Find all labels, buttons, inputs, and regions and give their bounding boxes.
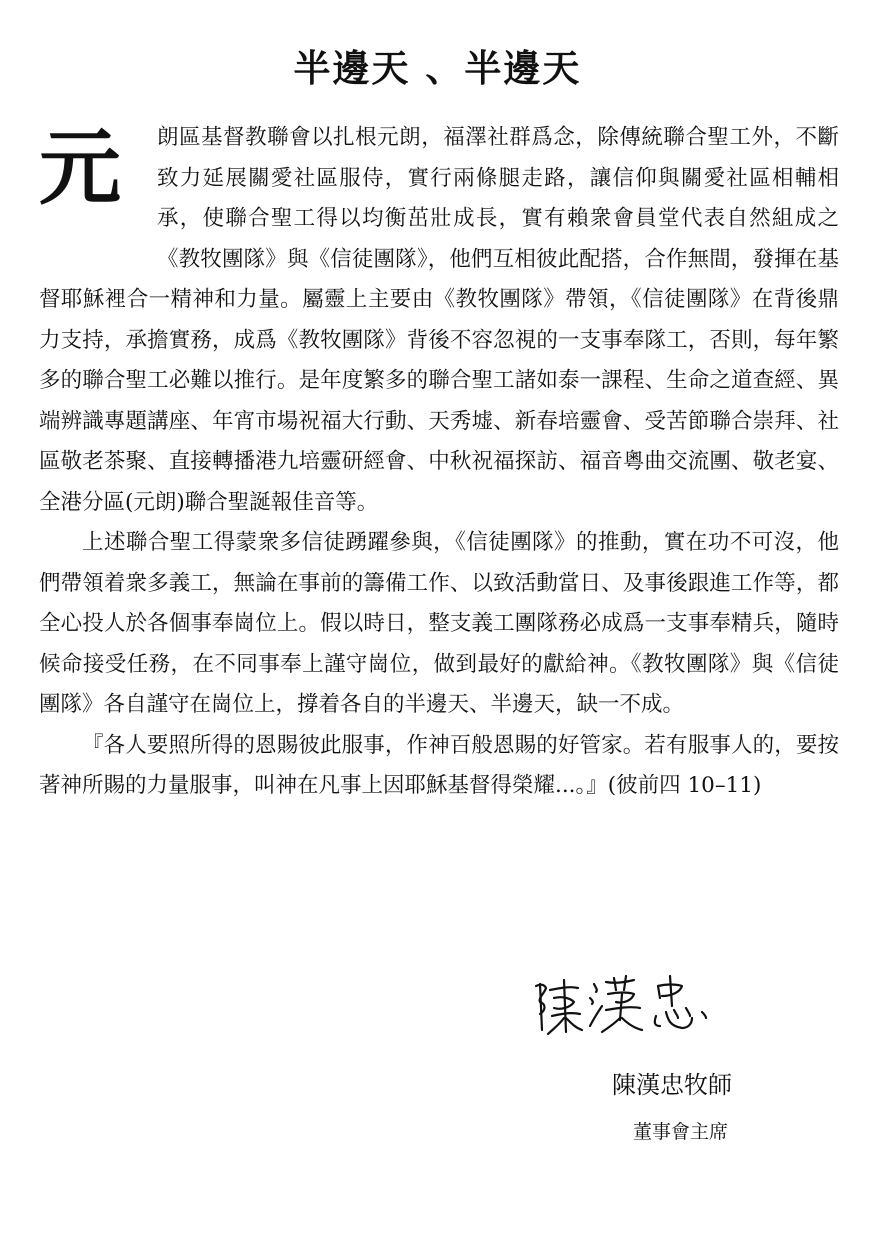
page-title: 半邊天 、半邊天 [293, 46, 582, 90]
article-body [39, 118, 839, 807]
paragraph-1-text: 朗區基督教聯會以扎根元朗，福澤社群爲念，除傳統聯合聖工外，不斷致力延展關愛社區服侍，實行兩條腿走路，讓信仰與關愛社區相輔相承，使聯合聖工得以均衡茁壯成長，實有賴衆會員堂代表自然組成之《教牧團隊》與《信徒團隊》，他們互相彼此配搭，合作無間，發揮在基督耶穌裡合一精神和力量。屬靈上主要由《教牧團隊》帶領，《信徒團隊》在背後鼎力支持，承擔實務，成爲《教牧團隊》背後不容忽視的一支事奉隊工，否則，每年繁多的聯合聖工必難以推行。是年度繁多的聯合聖工諸如泰一課程、生命之道查經、異端辨識專題講座、年宵市場祝福大行動、天秀墟、新春培靈會、受苦節聯合崇拜、社區敬老茶聚、直接轉播港九培靈研經會、中秋祝福探訪、福音粵曲交流團、敬老宴、全港分區(元朗)聯合聖誕報佳音等。 [39, 125, 839, 515]
scripture-quote: 『各人要照所得的恩賜彼此服事，作神百般恩賜的好管家。若有服事人的，要按著神所賜的力量服事，叫神在凡事上因耶穌基督得榮耀...。』(彼前四 10–11) [39, 732, 839, 798]
author-role: 董事會主席 [633, 1121, 729, 1143]
author-name: 陳漢忠牧師 [612, 1071, 732, 1099]
signature-graphic [520, 968, 720, 1048]
paragraph-2: 上述聯合聖工得蒙衆多信徒踴躍參與，《信徒團隊》的推動，實在功不可沒，他們帶領着衆多義工，無論在事前的籌備工作、以致活動當日、及事後跟進工作等，都全心投人於各個事奉崗位上。假以時日，整支義工團隊務必成爲一支事奉精兵，隨時候命接受任務，在不同事奉上謹守崗位，做到最好的獻給神。《教牧團隊》與《信徒團隊》各自謹守在崗位上，撐着各自的半邊天、半邊天，缺一不成。 [39, 530, 839, 717]
handwritten-signature [520, 968, 720, 1048]
paragraph-1 [39, 118, 839, 523]
drop-cap: 元 [39, 120, 122, 216]
